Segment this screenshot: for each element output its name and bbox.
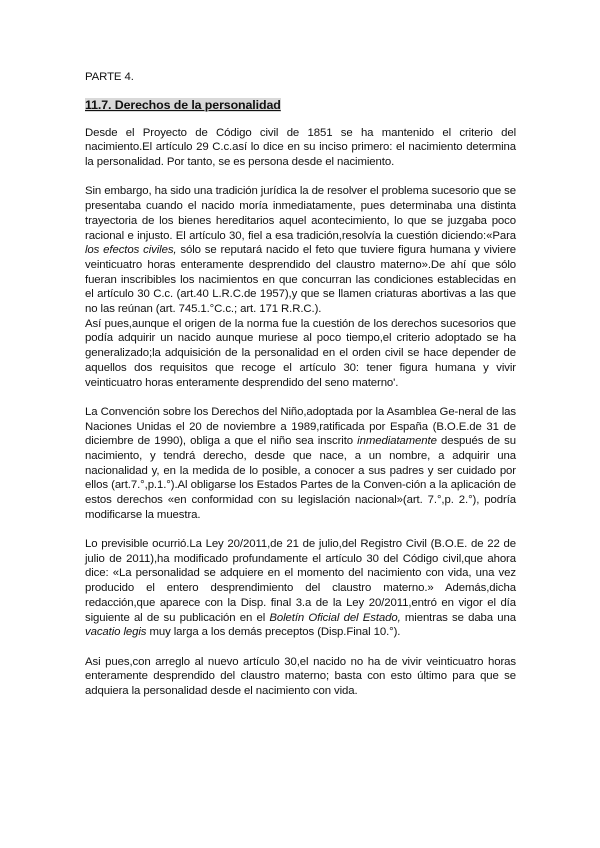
paragraph-asi-pues-origen: Así pues,aunque el origen de la norma fue la cuestión de los derechos sucesorios que podía adquirir un nacido aunque muriese al poco tiempo,el criterio adoptado se ha generalizado;la adquisición de la personalidad en el orden civil se hace depender de aquellos dos requisitos que recoge el artículo 30: tener figura humana y vivir veinticuatro horas enteramente desprendido del seno materno'. — [85, 317, 516, 389]
italic-boletin-oficial: Boletín Oficial del Estado, — [269, 611, 401, 624]
paragraph-conclusion: Asi pues,con arreglo al nuevo artículo 30,el nacido no ha de vivir veinticuatro horas enteramente desprendido del claustro materno; basta con esto último para que se adquiera la personalidad desde el nacimiento con vida. — [85, 655, 516, 697]
italic-inmediatamente: inmediatamente — [357, 435, 437, 448]
document-page — [85, 70, 516, 713]
paragraph-convencion-derechos-nino: La Convención sobre los Derechos del Niño,adoptada por la Asamblea Ge-neral de las Naciones Unidas el 20 de noviembre a 1989,ratificada por España (B.O.E.de 31 de diciembre de 1990), obliga a que el niño sea inscrito inmediatamente después de su nacimiento, y tendrá derecho, desde que nace, a un nombre, a adquirir una nacionalidad y, en la medida de lo posible, a conocer a sus padres y ser cuidado por ellos (art.7.°,p.1.°).Al obligarse los Estados Partes de la Conven-ción a la aplicación de estos derechos «en conformidad con su legislación nacional»(art. 7.°,p. 2.°), podría modificarse la muestra. — [85, 405, 516, 521]
part-label: PARTE 4. — [85, 71, 134, 83]
paragraph-criterio-nacimiento: Desde el Proyecto de Código civil de 1851 se ha mantenido el criterio del nacimiento.El artículo 29 C.c.así lo dice en su inciso primero: el nacimiento determina la personalidad. Por tanto, se es persona desde el nacimiento. — [85, 126, 516, 169]
section-heading — [85, 98, 516, 113]
italic-vacatio-legis: vacatio legis — [85, 626, 147, 639]
section-heading-text: 11.7. Derechos de la personalidad — [85, 97, 281, 112]
paragraph-ley-registro-civil: Lo previsible ocurrió.La Ley 20/2011,de 21 de julio,del Registro Civil (B.O.E. de 22 de julio de 2011),ha modificado profundamente el artículo 30 del Código civil,que ahora dice: «La personalidad se adquiere en el momento del nacimiento con vida, una vez producido el entero desprendimiento del claustro materno.» Además,dicha redacción,que aparece con la Disp. final 3.a de la Ley 20/2011,entró en vigor el día siguiente al de su publicación en el Boletín Oficial del Estado, mientras se daba una vacatio legis muy larga a los demás preceptos (Disp.Final 10.°). — [85, 538, 516, 639]
italic-efectos-civiles: los efectos civiles, — [85, 244, 177, 257]
paragraph-tradicion-juridica: Sin embargo, ha sido una tradición jurídica la de resolver el problema sucesorio que se presentaba cuando el nacido moría inmediatamente, pues determinaba una distinta trayectoria de los bienes hereditarios aquel acontecimiento, lo que se juzgaba poco racional e injusto. El artículo 30, fiel a esa tradición,resolvía la cuestión diciendo:«Para los efectos civiles, sólo se reputará nacido el feto que tuviere figura humana y viviere veinticuatro horas enteramente desprendido del claustro materno».De ahí que sólo fueran inscribibles los nacimientos en que concurran las condiciones establecidas en el artículo 30 C.c. (art.40 L.R.C.de 1957),y que se llamen criaturas abortivas a las que no las reúnan (art. 745.1.°C.c.; art. 171 R.R.C.). — [85, 185, 517, 316]
